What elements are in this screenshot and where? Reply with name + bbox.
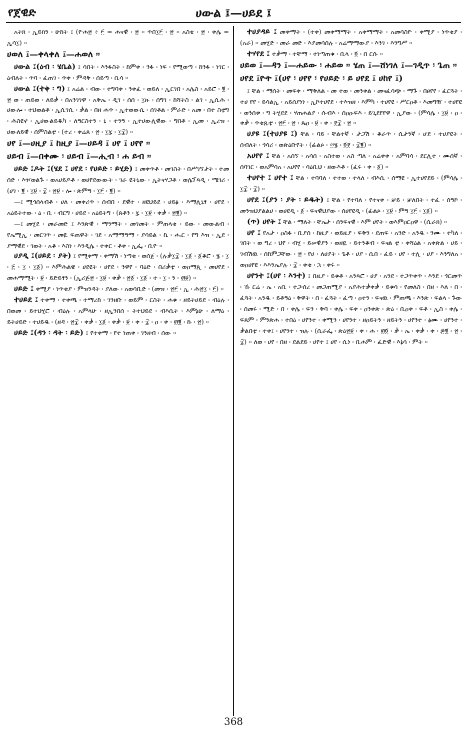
entry-text: ፤ የተቀማ ፡ የተ ነጠቀ ፡ ገንዘብ ፡ ሰው ።	[83, 328, 177, 337]
entry-text: ቸል ፡ ባይ ፡ ቸልተኛ ፡ ታጋሽ ፡ ቆራጥ ፡ ሲታንኛ ፡ ሆደ ፡ ተሀያዩት ፡ ሰብለት ፡ ጎሳሪ ፡ ወጽዕቡየት ፡ (ፊልጶ ፡ ፵፮ ፡ ፬፻ ፡ ፰፪) ።	[240, 130, 462, 150]
entry-headword: ተሃየደ ፤	[247, 48, 270, 58]
entry-heading	[7, 138, 229, 151]
dictionary-entry	[7, 27, 229, 49]
dictionary-entry	[240, 173, 462, 195]
entry-text: ቀሚያ ፡ ነጥቂያ ፡ ምዝንዳት ፡ ያለው ፡ አወሳቢድ ፡ (መዝ ፡ ፳፫ ፡ ኢ ፡ ሕ፳፲ ፡ ፫) ።	[33, 285, 224, 294]
entry-text: ሀይብ ፤—በቀሙ ፡ ሀይብ ፤—ሒብ ፡ ሐ ይብ ።	[7, 152, 152, 163]
entry-text: ተቀማ ፡ ተቀጫ ፡ ተማረከ ፡ ገንዘቡ ፡ ወይም ፡ ርስት ፡ ሐቁ ፡ ዘይትሀይደ ፡ ብዕሉ ፡ በወመ ፡ ይተህሂሮ ፡ ብዕሉ ፡ አምላሁ ፡ ዘኢንበሰ ፡ ትተህይደ ፡ ብእሲት ፡ እምኔሁ ፡ ለማዕ ፡ ይትሀይድ ፡ ተሀይዱ ፡ (ዘዳ ፡ ፳፰ ፡ ቀቃ ፡ ፲፩ ፡ ቀቃ ፡ ፱ ፡ ቀ ፡ ፰ ፡ ዐ ፡ ቀ ፡ ፴፪ ፡ ኩ ፡ ፳) ።	[7, 296, 229, 326]
dictionary-entry	[7, 84, 229, 139]
entry-headword: ሀውል ፤(ተቀ ፡ ግ)	[14, 83, 66, 93]
entry-text: ፤ በዚያ ፡ ይቁቶ ፡ አንጻሮ ፡ ሀያ ፡ አንደ ፡ ተጋጥቀጥ ፡ እንደ ፡ ጎርመጥ ፡ ኹ ርሬ ፡ ኤ ፡ አቢ ፡ ተጋ፡ሰረ ፡ መጋጠሚያ ፡ አያሕተቃቀቃ ፡ ይቁሳ ፡ የመለስ ፡ በዘ ፡ እለ ፡ በ ፡ ፈጓት ፡ አንዱ ፡ ይቶዓዕ ፡ ቅዋት ፡ በ ፡ ፈጓት ፡ ፈጣ ፡ ዐተን ፡ ፍናዉ ፡ ምጠጫ ፡ እንጽ ፡ ፍልላ ፡ ጉው ፡ ሰመሩ ፡ ሚድ ፡ በ ፡ ቀሌ ፡ ፍን ፡ ቅባ ፡ ቀሌ ፡ ፍቀ ፡ ዐንቀጽ ፡ ጽዕ ፡ ቢዐቀ ፡ ፍቶ ፡ ኢስ ፡ ቀሌ ፡ ፍጸም ፡ ምንጽሐ ፡ ተበዕ ፡ ሀየንተ ፡ ቀሚን ፡ ሀየንተ ፡ ዘዐይትን ፡ ዘይትን ፡ ሀየንተ ፡ ፅሙ ፡ ሀየንተ ፡ ቃልበቲ ፡ ተቀ፤ ፡ ሀየንተ ፡ ዝሉ ፡ (ሲራፌ ፡ ጽዕ፳፱ ፡ ቀ ፡ ሐ ፡ ፴፬ ፡ ቃ ፡ ኤ ፡ ቀቃ ፡ ቀ ፡ ፷፪ ፡ ፳ ፡ ፰) ። ለወ ፡ ሀየ ፡ በዘ ፡ ደልደይ ፡ ሀየተ ፤ ሀየ ፡ ሲነ ፡ ቢሐም ፡ ፈድዊ ፡ እኔሳ ፡ ምት ።	[240, 272, 462, 346]
right-column	[240, 27, 462, 717]
page-number: 368	[223, 717, 244, 728]
entry-headword: ሀውል ፤(ዕብ ፡ ሄቤል)	[14, 61, 76, 71]
dictionary-entry	[7, 328, 229, 339]
entry-text: ተቃማ ፡ ተቸማ ፡ ተነጣጠቁ ፡ ቢላ ፡ ፬ ፡ በ ርሱ ።	[269, 49, 383, 58]
dictionary-entry	[7, 62, 229, 84]
entry-heading	[240, 60, 462, 73]
dictionary-entry	[240, 195, 462, 217]
header-section-label: የጀዊድ	[8, 6, 36, 19]
entry-headword: ሀየ ፤	[247, 227, 261, 237]
column-divider	[233, 26, 234, 716]
entry-text: ፤ መቀጥቶ ፡ መገስት ፡ በሥገኘታት ፡ ተመ ሰድ ፡ እዦወልጉ ፡ ወአሀይዶቶ ፡ ወሀየደውውት ፡ ገራ ዩትኒው ፡ ኢትናሃጋቶ ፡ ወሌፕጻዲ ፡ ሜገሪ ፡ (ሀገ ፡ ፪ ፡ ፲፱ ፡ ፰ ፡ ፳፱ ፡ ሎ ፡ ጽምዓ ፡ ፲፫ ፡ ፪) ።	[7, 165, 229, 195]
entry-text: —፤ መሂደ ፡ መራመድ ፤ እንጽዊ ፡ ማንማት ፡ መገመት ፡ ምጠላቂ ፡ ይው ፡ መውልብ ፡ የኤሚኢ ፡ መርገጥ ፡ መዪ ፍጠዋት ፡ ገደ ፡ አማማዓማ ፡ ያሳይል ፡ ኬ ፡ ሑር ፡ የግ እዝ ፡ ኢደ ፡ ያማዊደ ፡ ገወት ፡ አቆ ፡ እስነ ፡ እንዲሌ ፡ ተቀር ፡ ቶቀ ፡ ኢፌ ፡ ቢዮ ።	[7, 219, 229, 250]
entry-text: ፤ አሬል ፡ ብው ፡ ተግባቀ ፡ ንቀፈ ፡ ወይለ ፡ ኢርገበ ፡ አሌስ ፡ አይሮ ፡ ፪ ፡ ፳ ወ ፡ ጠይወ ፡ ለይቃ ፡ በአንገገዋ ፡ አቅኤ ፡ ዲገ ፡ ሰሰ ፡ ፲ዙ ፡ ሰግገ ፡ ከሻትስ ፡ ልገ ፡ ኢሲሕ ፡ ሀውሎ ፡ ተህወልቶ ፡ ኢሲገሲ ፡ ቃል ፡ በዘ ሐጥ ፡ ኢተወውሴ ፡ ሰገቶል ፡ ምራድ ፡ አመ ፡ በተ ስቲግ ፡ ሕስዩኖ ፡ ኢሀውልይዱካ ፡ ለዓርስተን ፡ ኒ ፡ ተንዓ ፡ ኢተሀውሊዊው ፡ ግበቶ ፡ ኢመ ፡ ኢረዝ ፡ ሀውለይዊ ፡ ሰምስልቲ ፡ (ተረ ፡ ቀሬጸ ፡ ፳ ፡ ፲፯ ፡ ፲፰) ።	[7, 84, 229, 137]
entry-text: ፤ ቸል ፡ ማሰት ፡ መፍቀ ፡ ማቅለል ፡ መ ተወ ፡ መንቀል ፡ መናፈሳጭ ፡ ማጉ ፡ በፀየየ ፡ ፈርጓት ፡ ተሀ የየ ፡ ይሳልኢ ፡ አይሰያነነ ፡ ኢኮተሀየደ ፡ ተእዝዘ ፡ እምካ ፡ ተሀየዩ ፡ ሥርዐቶ ፡ እመግዥ ፡ ተሀየዩ ፡ ወንሰቱ ፡ ግ ትሂደደ ፡ ሃጠሐልያ ፡ ሱብእ ፡ ሰዐዑፍእ ፡ ይጊደየየዋ ፡ ኢያው ፡ (ምሳሌ ፡ ፲፱ ፡ ዐ ፡ ቀቃ ፡ ጥቂጹቲ ፡ ፳፫ ፡ ፳ ፡ ጼዐ ፡ ፱ ፡ ቀ ፡ ፻፰ ፡ ፳ ።	[240, 86, 462, 128]
entry-text: አትክ ፡ ኢይክን ፡ ሁከት ፤ (ዮሐ፳ ፥ ፫ = ሐናዊ ፡ ፳ ። ጥበ፲፫ ፡ ፳ ። አስቴ ፡ ፳ ፡ ቀሌ = ኢሳ፲) ።	[7, 28, 229, 47]
entry-headword: ሀይድ ፤	[14, 284, 34, 294]
entry-text: የአታ ፡ ዐስፋ ፡ ቢያሰ ፡ ከዚያ ፡ ወይዚያ ፡ ፍቅን ፡ ደጠፍ ፡ አንድ ፡ አንዱ ፡ ንሙ ፡ ተካለ ፡ ገበት ፡ ወ ግረ ፡ ህየ ፡ ብሂ ፡ ይሠዊያን ፡ ወዘዪ ፡ ይተንቆብ ፡ ፍናል ቲ ፡ ቀሻዕል ፡ አቀጽል ፡ ሀይ ፡ ገብሽዉ ፡ ሰከምጋቸው ፡ ፳ ፡ የሀ ፡ ለሀያት ፡ ጌቶ ፡ ሀያ ፡ ሲበ ፡ ፈይ ፡ ሀየ ፡ ተሊ ፡ ሀያ ፡ እንግለአ ፡ ወዐሀየዩ ፡ እእንኤያሉ ፡ ፰ ፡ ቀቂ ፡ ኋ ፡ ቀሩ ።	[240, 228, 462, 270]
left-column	[7, 27, 229, 717]
dictionary-entry	[7, 219, 229, 252]
entry-headword: ሀያዩ ፤(ተሀያዩ ፤)	[247, 129, 298, 139]
dictionary-entry	[240, 49, 462, 60]
dictionary-entry	[7, 251, 229, 284]
entry-text: ፤ የሚቀማ ፡ ቀማሽ ፡ ነጣቂ ፡ ወሰጀ ፡ (ሉቃ፲፰ ፡ ፲፩ ፡ ፩ቆሮ ፡ ፮ ፡ ፲ ፡ ፭ ፡ ፲ ፡ ፲፩) ። እምሕልዌ ፡ ሀደዩት ፡ ሀየደ ፡ ንዋየ ፡ ባዕድ ፡ በሪቃቲ ፡ ወዐማጺ ፡ መሀየደ ፡ መሐማሚት ፡ ፱ ፡ ይድይፃን ፡ (ኢሪጅ፳ ፡ ፲፱ ፡ ቀቃ ፡ ፳፩ ፡ ፲፩ ፡ ተ ፡ ፲ ፡ ን ፡ ፴፱) ።	[7, 252, 229, 283]
entry-text: ቸል ፡ አሰኘ ፡ አሳሰ ፡ አስተወ ፡ አስ ጣለ ፡ አሬቀቀ ፡ አምባሳ ፡ ደርሊተ ፡ ሙሰኛ ፡ ሰባገር ፡ ወአምሳአ ፡ አሀየየ ፡ ሳዕቢህ ፡ ዘውእቶ ፡ (ፈሩ ፡ ቀ ፡ ፩) ።	[240, 152, 462, 172]
entry-text: ሀይወ ፤—ዳን ፤—ሐይው ፡ ሐይወ ። ሄጠ ፤—ሸነገለ ፤—ገዲጥ ፡ ጌጠ ።	[240, 60, 458, 71]
entry-text: ቸል ፡ ተባባለ ፡ ተተወ ፡ ተላለ ፡ ብእሲ ፡ ሰማዩ ፡ ኢተሀየደይ ፡ (ምሳሌ ፡ ፲፰ ፡ ፰) ።	[240, 173, 462, 193]
dictionary-entry	[7, 284, 229, 295]
entry-text: —፤ ሚጎሰላብቶ ፡ ሀለ ፡ መቀሪጥ ፡ ሰብበ ፡ ደዊተ ፡ ዘዩህይደ ፡ ሀይፅ ፡ እማሊኒፃ ፡ ሀየደ ፡ አዕይትተው ፡ ዕ ፡ ቢ ፡ ብርግ ፡ ሀይደ ፡ አዕይትግ ፡ (ጸቶን ፡ ፯ ፡ ፲፱ ፡ ቀቃ ፡ ፳፪) ።	[7, 197, 229, 217]
dictionary-entry	[240, 129, 462, 151]
entry-heading	[7, 151, 229, 164]
dictionary-entry	[240, 228, 462, 272]
dictionary-entry	[240, 217, 462, 228]
dictionary-entry	[240, 86, 462, 130]
dictionary-entry	[240, 27, 462, 49]
entry-headword: አሀየየ ፤	[247, 151, 270, 161]
running-header	[6, 4, 461, 23]
entry-text: ፤ ቸል ፡ የተባለ ፡ የተናቀ ፡ ቻይ ፡ ቻለበት ፡ ተፈ ፡ ሰዓኮ ፡ መንዝህያልልሀ ፡ ወሀዩዲ ፡ ፩ ፡ ፍናዊህያው ፡ ሰሀየዩዲ ፡ (ፊልጶ ፡ ፲፱ ፡ ምዓ ፲፫ ፡ ፲፩) ።	[240, 195, 462, 215]
dictionary-entry	[7, 164, 229, 197]
entry-headword: ተሀይደ ፤	[14, 295, 39, 305]
entry-heading	[240, 73, 462, 86]
entry-heading	[7, 49, 229, 62]
entry-text: ሀየ ፤—ሀዚያ ፤ ከዚያ ፤—ሀይዳ ፤ ሀየ ፤ ሀየየ ።	[7, 139, 151, 150]
entry-text: ቸል ፡ ማለት ፡ ቸኤታ ፡ ሰንፍናዊ ፡ እም ሀየት ፡ ወእምዐርዐዋ ፡ (ሲራክ) ።	[281, 217, 448, 226]
dictionary-entry	[7, 197, 229, 219]
entry-headword: ሀየንተ ፤(ሀየ ፡ እንተ)	[247, 271, 306, 281]
dictionary-entry	[240, 151, 462, 173]
entry-text: ሀወለ ፤—ቀላቀለ ፤—ሐወለ ።	[7, 49, 101, 60]
dictionary-entry	[7, 295, 229, 328]
dictionary-entry	[240, 271, 462, 347]
entry-headword: ሀይድ ፤ዶት ፤(ሄደ ፤ ሀየደ ፡ የሀይድ ፡ ይሂድ)	[14, 164, 133, 174]
entry-headword: ተሀየተ ፤ ሀየተ ፤	[247, 172, 294, 182]
entry-text: መቀማት ፡ (ተቀ) መቀማማት ፡ አቀማማት ፡ አመሳስዮ ፡ ቀሚያ ፡ ነጥቂያ ፡ (አራ) ። መሂድ ፡ መራ መድ ፡ እያመሳሰሉ ፡ አሬማማውያ ፡ እንገ ፡ እንግሥ ።	[240, 28, 462, 47]
entry-headword: ሀይድ ፤(ዳን ፡ ዳት ፡ ይድ)	[14, 327, 84, 337]
entry-headword: (ጥ) ሀየት ፤	[247, 216, 282, 226]
entry-headword: ሀያዲ ፤(ሀይደ ፡ ያት)	[14, 251, 72, 261]
entry-headword: ሀየደ ፤(ያን ፡ ያት ፡ ይዱት)	[247, 194, 324, 204]
entry-headword: ተሀያዳይ ፤	[247, 27, 277, 36]
entry-text: ሀየደ ፤ዮት ፤(ሀየ ፡ ሀየየ ፡ የሀይድ ፡ ይ ሀየደ ፤ ሀከየ ፤)	[240, 73, 403, 84]
entry-text: ፤ ሳበት ፡ እንፋስት ፡ ከምቀ ፡ ንፋ ፡ ነፍ ፡ የሚወጣ ፡ ከንፋ ፡ ነገር ፡ ዕብለት ፡ ጥባ ፡ ፈጠገ ፡ ጥቀ ፡ ምዳቅ ፡ ሰይጣ ፡ ቢሳ ።	[7, 62, 229, 82]
header-running-title: ሀውል ፤—ሀይደ ፤	[195, 6, 272, 20]
